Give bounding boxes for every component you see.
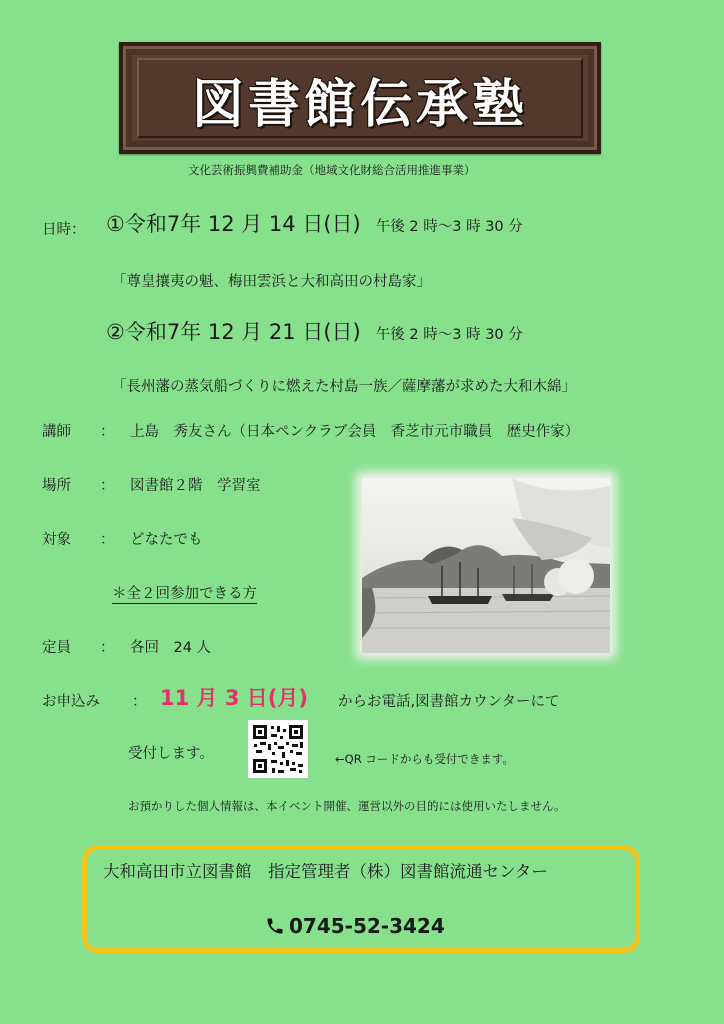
application-label: お申込み bbox=[42, 694, 100, 710]
application-accept: 受付します。 bbox=[128, 746, 214, 762]
historic-steamship-illustration bbox=[362, 478, 610, 653]
lecturer-colon: ： bbox=[100, 424, 115, 440]
session-2 bbox=[106, 316, 523, 346]
audience-label: 対象 bbox=[42, 532, 71, 548]
venue-label: 場所 bbox=[42, 478, 71, 494]
steamship-drawing bbox=[362, 478, 610, 653]
session-1 bbox=[106, 208, 523, 238]
phone-icon bbox=[265, 916, 285, 941]
session-2-topic: 「長州藩の蒸気船づくりに燃えた村島一族／薩摩藩が求めた大和木綿」 bbox=[112, 379, 576, 395]
lecturer-label: 講師 bbox=[42, 424, 71, 440]
subsidy-note: 文化芸術振興費補助金（地域文化財総合活用推進事業） bbox=[188, 163, 476, 177]
audience-note: ＊全２回参加できる方 bbox=[112, 586, 257, 602]
session-1-topic: 「尊皇攘夷の魁、梅田雲浜と大和高田の村島家」 bbox=[112, 274, 431, 290]
session-2-date: 令和7年 12 月 21 日(日) bbox=[124, 320, 361, 344]
capacity-label: 定員 bbox=[42, 640, 71, 656]
qr-note: ←QR コードからも受付できます。 bbox=[335, 752, 514, 766]
session-1-date: 令和7年 12 月 14 日(日) bbox=[124, 212, 361, 236]
page-title: 図書館伝承塾 bbox=[191, 75, 528, 135]
lecturer-value: 上島 秀友さん（日本ペンクラブ会員 香芝市元市職員 歴史作家） bbox=[130, 424, 580, 440]
venue-value: 図書館２階 学習室 bbox=[130, 478, 261, 494]
contact-box bbox=[82, 845, 640, 953]
qr-code[interactable] bbox=[248, 720, 308, 778]
capacity-value: 各回 24 人 bbox=[130, 640, 212, 656]
session-1-time: 午後 2 時～3 時 30 分 bbox=[375, 219, 523, 235]
application-method: からお電話,図書館カウンターにて bbox=[338, 694, 560, 710]
capacity-colon: ： bbox=[100, 640, 115, 656]
session-2-time: 午後 2 時～3 時 30 分 bbox=[375, 327, 523, 343]
session-1-number: ① bbox=[106, 212, 125, 236]
schedule-label: 日時： bbox=[42, 222, 86, 238]
audience-colon: ： bbox=[100, 532, 115, 548]
organizer-name: 大和高田市立図書館 指定管理者（株）図書館流通センター bbox=[103, 862, 548, 881]
phone-line bbox=[265, 914, 445, 941]
phone-number[interactable]: 0745-52-3424 bbox=[289, 914, 445, 938]
audience-value: どなたでも bbox=[130, 532, 203, 548]
privacy-note: お預かりした個人情報は、本イベント開催、運営以外の目的には使用いたしません。 bbox=[128, 799, 566, 813]
application-deadline: 11 月 3 日(月) bbox=[160, 686, 308, 710]
venue-colon: ： bbox=[100, 478, 115, 494]
application-colon: ： bbox=[132, 694, 147, 710]
qr-code-pattern bbox=[248, 720, 308, 778]
title-plaque bbox=[119, 42, 601, 154]
session-2-number: ② bbox=[106, 320, 125, 344]
